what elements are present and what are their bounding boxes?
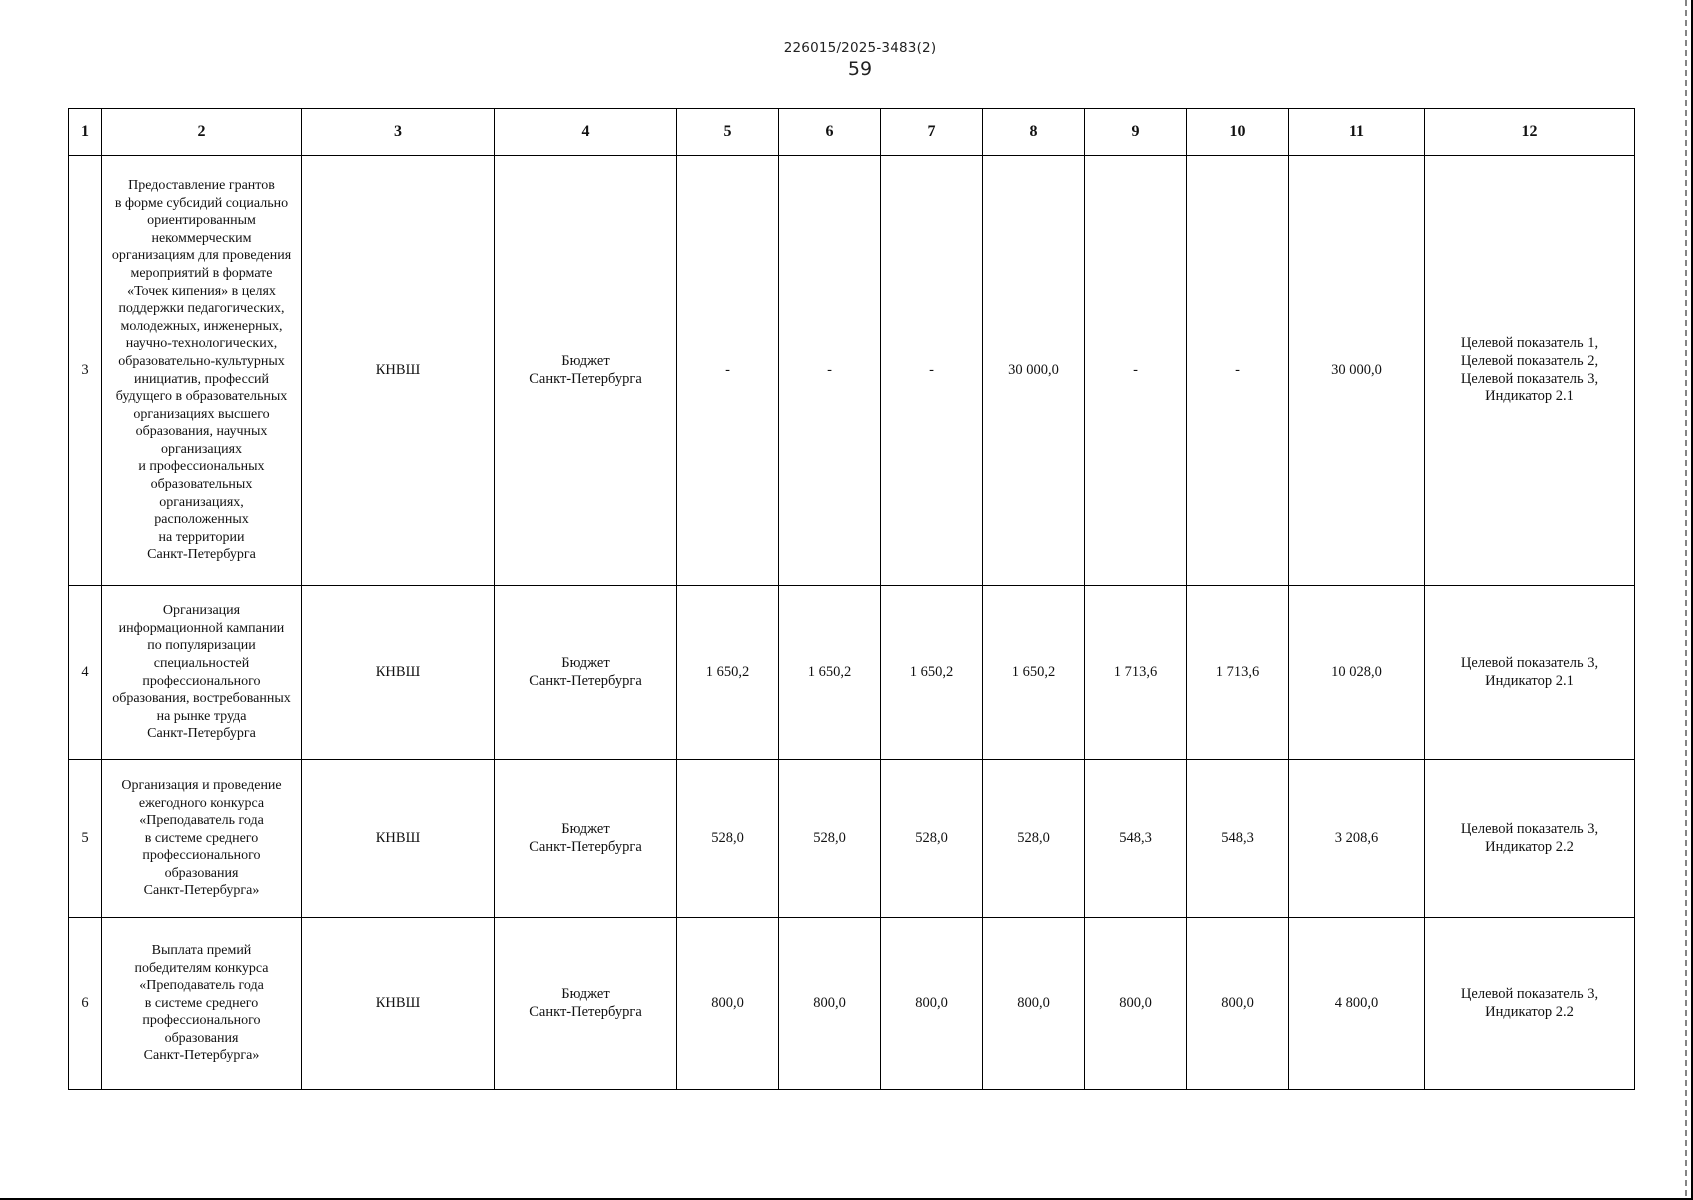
- table-row: [69, 586, 1635, 760]
- column-header: 9: [1085, 109, 1187, 156]
- value-cell: 800,0: [779, 918, 881, 1090]
- executor: КНВШ: [302, 156, 495, 586]
- value-cell: 1 650,2: [779, 586, 881, 760]
- indicators: Целевой показатель 3, Индикатор 2.1: [1425, 586, 1635, 760]
- value-cell: 800,0: [1187, 918, 1289, 1090]
- value-cell: 800,0: [983, 918, 1085, 1090]
- column-header: 5: [677, 109, 779, 156]
- page-number: 59: [847, 58, 873, 80]
- indicators: Целевой показатель 3, Индикатор 2.2: [1425, 760, 1635, 918]
- activity-name: Выплата премий победителям конкурса «Преподаватель года в системе среднего профессионального образования Санкт-Петербурга»: [102, 918, 302, 1090]
- column-header: 10: [1187, 109, 1289, 156]
- value-cell: 1 713,6: [1187, 586, 1289, 760]
- value-cell: 800,0: [881, 918, 983, 1090]
- header-row: [69, 109, 1635, 156]
- program-activities-table: [68, 108, 1635, 1090]
- value-cell: -: [677, 156, 779, 586]
- funding-source: Бюджет Санкт-Петербурга: [495, 918, 677, 1090]
- activity-name: Организация информационной кампании по популяризации специальностей профессионального образования, востребованных на рынке труда Санкт-Петербурга: [102, 586, 302, 760]
- value-cell: -: [1085, 156, 1187, 586]
- scan-edge: [1685, 0, 1687, 1200]
- funding-source: Бюджет Санкт-Петербурга: [495, 586, 677, 760]
- activity-name: Организация и проведение ежегодного конкурса «Преподаватель года в системе среднего профессионального образования Санкт-Петербурга»: [102, 760, 302, 918]
- registration-number: 226015/2025-3483(2): [783, 40, 937, 56]
- executor: КНВШ: [302, 918, 495, 1090]
- column-header: 1: [69, 109, 102, 156]
- value-cell: 1 650,2: [881, 586, 983, 760]
- row-number: 5: [69, 760, 102, 918]
- total-cell: 4 800,0: [1289, 918, 1425, 1090]
- funding-source: Бюджет Санкт-Петербурга: [495, 156, 677, 586]
- activity-name: Предоставление грантов в форме субсидий социально ориентированным некоммерческим организациям для проведения мероприятий в формате «Точек кипения» в целях поддержки педагогических, молодежных, инженерных, научно-технологических, образовательно-культурных инициатив, профессий будущего в образовательных организациях высшего образования, научных организациях и профессиональных образовательных организациях, расположенных на территории Санкт-Петербурга: [102, 156, 302, 586]
- value-cell: -: [881, 156, 983, 586]
- executor: КНВШ: [302, 586, 495, 760]
- value-cell: 1 650,2: [983, 586, 1085, 760]
- column-header: 7: [881, 109, 983, 156]
- value-cell: 1 713,6: [1085, 586, 1187, 760]
- value-cell: 800,0: [677, 918, 779, 1090]
- row-number: 4: [69, 586, 102, 760]
- value-cell: -: [1187, 156, 1289, 586]
- total-cell: 30 000,0: [1289, 156, 1425, 586]
- table-row: [69, 760, 1635, 918]
- table-row: [69, 156, 1635, 586]
- column-header: 8: [983, 109, 1085, 156]
- column-header: 6: [779, 109, 881, 156]
- value-cell: 528,0: [677, 760, 779, 918]
- funding-source: Бюджет Санкт-Петербурга: [495, 760, 677, 918]
- total-cell: 10 028,0: [1289, 586, 1425, 760]
- value-cell: 548,3: [1187, 760, 1289, 918]
- column-header: 11: [1289, 109, 1425, 156]
- value-cell: 528,0: [983, 760, 1085, 918]
- value-cell: 528,0: [881, 760, 983, 918]
- row-number: 3: [69, 156, 102, 586]
- row-number: 6: [69, 918, 102, 1090]
- indicators: Целевой показатель 1, Целевой показатель 2, Целевой показатель 3, Индикатор 2.1: [1425, 156, 1635, 586]
- value-cell: 548,3: [1085, 760, 1187, 918]
- indicators: Целевой показатель 3, Индикатор 2.2: [1425, 918, 1635, 1090]
- value-cell: 800,0: [1085, 918, 1187, 1090]
- column-header: 12: [1425, 109, 1635, 156]
- column-header: 2: [102, 109, 302, 156]
- table-row: [69, 918, 1635, 1090]
- column-header: 3: [302, 109, 495, 156]
- executor: КНВШ: [302, 760, 495, 918]
- value-cell: -: [779, 156, 881, 586]
- total-cell: 3 208,6: [1289, 760, 1425, 918]
- value-cell: 528,0: [779, 760, 881, 918]
- value-cell: 1 650,2: [677, 586, 779, 760]
- value-cell: 30 000,0: [983, 156, 1085, 586]
- column-header: 4: [495, 109, 677, 156]
